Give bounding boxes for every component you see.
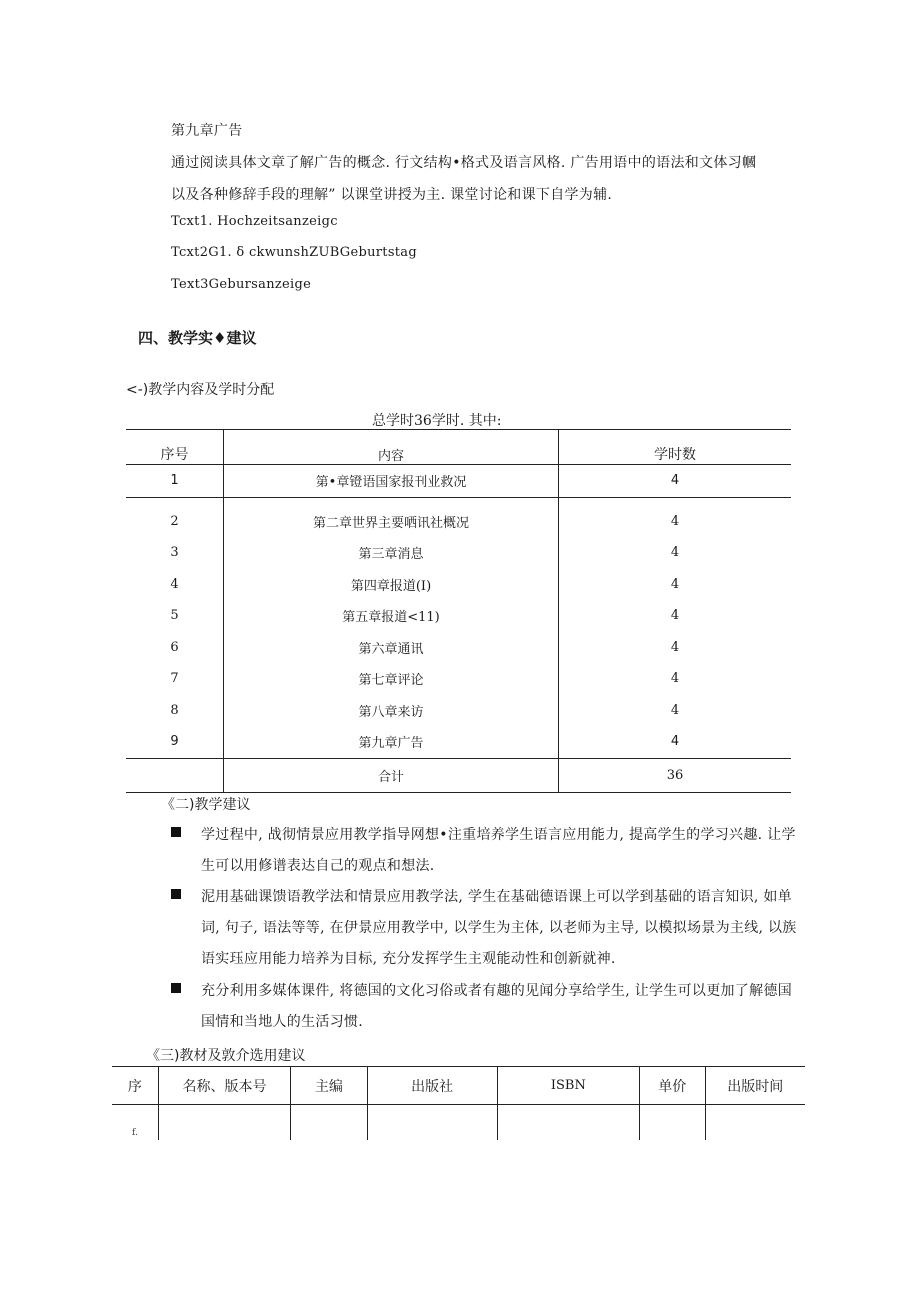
row-no: 5	[170, 608, 179, 624]
table-total-row	[126, 758, 791, 792]
table-row	[126, 726, 791, 758]
table-row	[126, 600, 791, 632]
table-row	[126, 569, 791, 601]
row-content: 第三章消息	[224, 537, 559, 569]
row-no: 1	[126, 465, 224, 498]
list-item-text: 泥用基础课馈语教学法和情景应用教学法, 学生在基础德语课上可以学到基础的语言知识, 如单词, 句子, 语法等等, 在伊景应用教学中, 以学生为主体, 以老师为主导, 以模拟场景为主线, 以族语实珏应用能力培养为目标, 充分发挥学生主观能动性和创新就神.	[201, 889, 797, 967]
bullet-icon	[171, 827, 181, 837]
bullet-icon	[171, 983, 181, 993]
row-hours: 4	[670, 545, 680, 561]
row-no: 3	[170, 545, 179, 561]
header-isbn: ISBN	[497, 1067, 639, 1105]
row-hours: 4	[670, 702, 680, 718]
row-content: 第五章报道<11)	[224, 600, 559, 632]
teaching-schedule-table	[126, 429, 791, 793]
row-hours: 4	[670, 639, 680, 655]
text-item: Text3Gebursanzeige	[171, 277, 312, 292]
row-hours: 4	[670, 734, 680, 750]
total-hours: 36	[559, 758, 792, 792]
table-row	[126, 632, 791, 664]
row-hours: 4	[670, 513, 680, 529]
subsection-heading-2: 《二)教学建议	[161, 797, 251, 813]
row-content: 第六章通讯	[224, 632, 559, 664]
row-index: f.	[132, 1128, 138, 1138]
row-no: 8	[170, 702, 179, 718]
row-cell	[367, 1105, 497, 1141]
table-row	[126, 497, 791, 537]
table-header-row	[112, 1067, 805, 1105]
subsection-heading-1: <-)教学内容及学时分配	[126, 382, 275, 398]
row-content: 第二章世界主要哂讯社概况	[224, 497, 559, 537]
row-cell	[497, 1105, 639, 1141]
header-editor: 主编	[291, 1067, 368, 1105]
header-publisher: 出版社	[367, 1067, 497, 1105]
chapter-description-line2: 以及各种修辞手段的理解” 以课堂讲授为主. 课堂讨论和课下自学为辅.	[171, 187, 613, 203]
row-content: 第八章来访	[224, 695, 559, 727]
row-hours: 4	[670, 608, 680, 624]
row-no: 7	[170, 671, 179, 687]
text-item: Tcxt1. Hochzeitsanzeigc	[171, 214, 338, 229]
header-hours: 学时数	[559, 430, 792, 465]
chapter-title: 第九章广告	[171, 123, 243, 139]
row-hours: 4	[559, 465, 792, 498]
header-price: 单价	[639, 1067, 705, 1105]
row-cell	[705, 1105, 805, 1141]
table-row	[126, 695, 791, 727]
header-index: 序	[112, 1067, 158, 1105]
row-hours: 4	[670, 671, 680, 687]
header-no: 序号	[126, 430, 224, 465]
header-publish-date: 出版时间	[705, 1067, 805, 1105]
table-row	[126, 465, 791, 498]
chapter-description-line1: 通过阅读具体文章了解广告的概念. 行文结构•格式及语言风格. 广告用语中的语法和文体习幗	[171, 155, 757, 171]
row-hours: 4	[670, 576, 680, 592]
table-header-row	[126, 430, 791, 465]
table-row	[112, 1105, 805, 1141]
text-item: Tcxt2G1. δ ckwunshZUBGeburtstag	[171, 245, 417, 260]
subsection-heading-3: 《三)教材及敦介选用建议	[146, 1048, 306, 1064]
table-row	[126, 537, 791, 569]
textbook-table	[112, 1066, 805, 1140]
row-no: 2	[170, 513, 179, 529]
list-item-text: 充分利用多媒体课件, 将德国的文化习俗或者有趣的见闻分享给学生, 让学生可以更加了解德国国情和当地人的生活习惯.	[201, 983, 792, 1030]
bullet-icon	[171, 889, 181, 899]
list-item-text: 学过程中, 战彻情景应用教学指导网想•注重培养学生语言应用能力, 提高学生的学习兴趣. 让学生可以用修谱表达自己的观点和想法.	[201, 827, 796, 874]
total-hours-note: 总学时36学时. 其中:	[372, 413, 502, 429]
row-cell	[158, 1105, 290, 1141]
row-content: 第•章镫语国家报刊业救况	[224, 465, 559, 498]
row-content: 第七章评论	[224, 663, 559, 695]
table-row	[126, 663, 791, 695]
header-content: 内容	[224, 430, 559, 465]
row-content: 第九章广告	[224, 726, 559, 758]
row-no: 6	[170, 639, 179, 655]
header-name-version: 名称、版本号	[158, 1067, 290, 1105]
row-cell	[291, 1105, 368, 1141]
total-label: 合计	[224, 758, 559, 792]
section-heading: 四、教学实♦建议	[138, 329, 257, 347]
row-cell	[639, 1105, 705, 1141]
row-no: 9	[170, 734, 179, 750]
total-empty-cell	[126, 758, 224, 792]
row-content: 第四章报道(I)	[224, 569, 559, 601]
row-no: 4	[170, 576, 179, 592]
